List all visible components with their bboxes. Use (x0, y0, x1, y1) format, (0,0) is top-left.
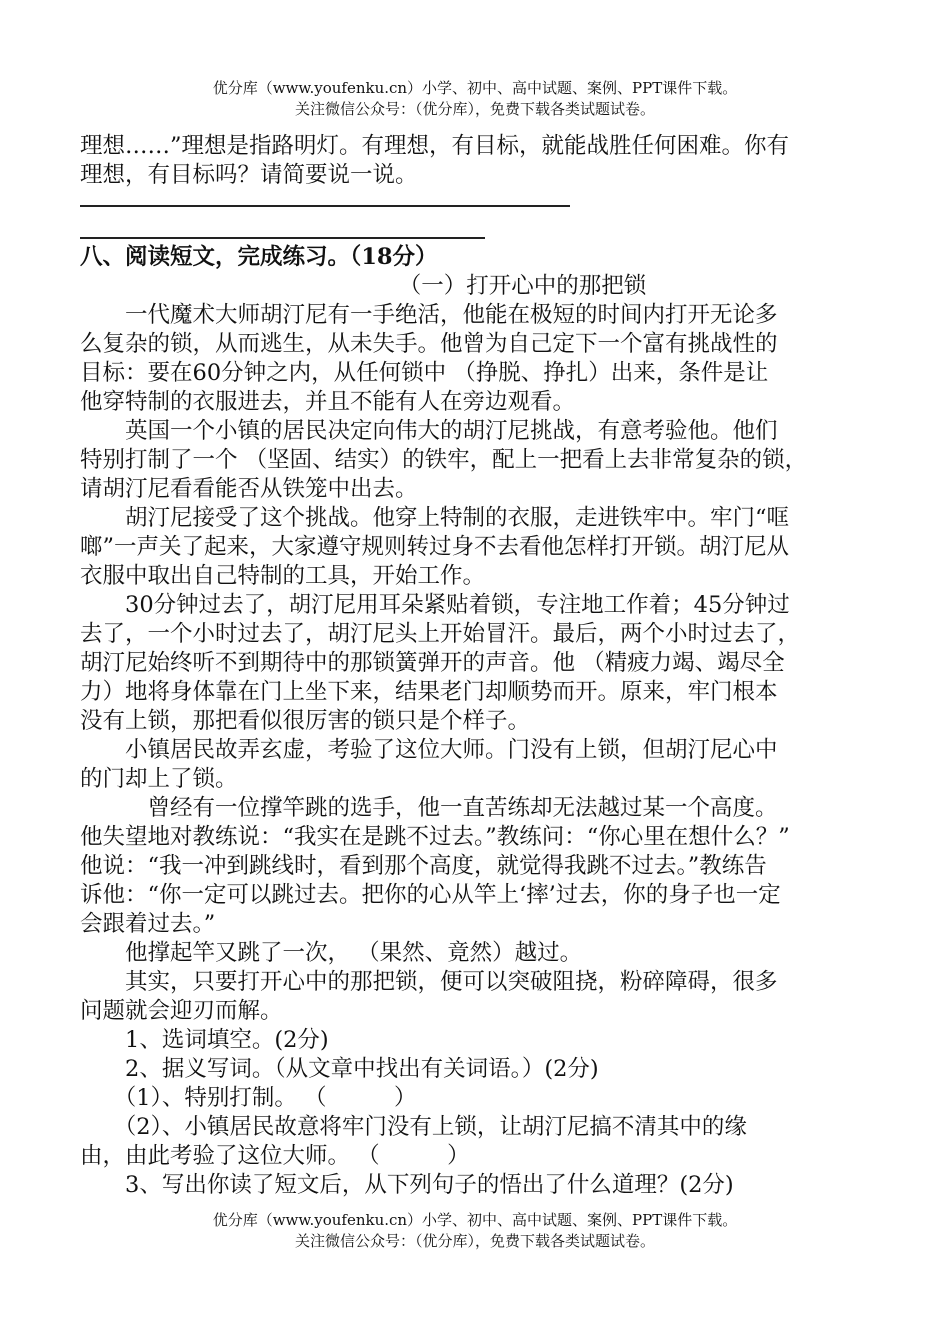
passage-line: 问题就会迎刃而解。 (80, 998, 283, 1024)
intro-line: 理想，有目标吗？请简要说一说。 (80, 162, 418, 188)
passage-line: 小镇居民故弄玄虚，考验了这位大师。门没有上锁，但胡汀尼心中 (80, 737, 778, 763)
passage-line: 胡汀尼接受了这个挑战。他穿上特制的衣服，走进铁牢中。牢门“哐 (80, 505, 790, 531)
answer-line (80, 237, 485, 239)
question-line: （1）、特别打制。 （ ） (80, 1085, 417, 1111)
page-footer (0, 1210, 950, 1252)
header-line-1: 优分库（www.youfenku.cn）小学、初中、高中试题、案例、PPT课件下载。 (212, 79, 738, 97)
intro-line: 理想……”理想是指路明灯。有理想，有目标，就能战胜任何困难。你有 (80, 133, 790, 159)
passage-line: 的门却上了锁。 (80, 766, 238, 792)
passage-line: 啷”一声关了起来，大家遵守规则转过身不去看他怎样打开锁。胡汀尼从 (80, 534, 790, 560)
page-header (0, 78, 950, 120)
passage-line: 他说：“我一冲到跳线时，看到那个高度，就觉得我跳不过去。”教练告 (80, 853, 767, 879)
passage-line: 请胡汀尼看看能否从铁笼中出去。 (80, 476, 418, 502)
document-body (80, 132, 895, 1200)
passage-line: 去了，一个小时过去了，胡汀尼头上开始冒汗。最后，两个小时过去了， (80, 621, 801, 647)
passage-line: 胡汀尼始终听不到期待中的那锁簧弹开的声音。他 （精疲力竭、竭尽全 (80, 650, 785, 676)
passage-line: 目标：要在60分钟之内，从任何锁中 （挣脱、挣扎）出来，条件是让 (80, 360, 769, 386)
passage-line: 特别打制了一个 （坚固、结实）的铁牢，配上一把看上去非常复杂的锁， (80, 447, 808, 473)
passage-line: 英国一个小镇的居民决定向伟大的胡汀尼挑战，有意考验他。他们 (80, 418, 778, 444)
passage-line: 衣服中取出自己特制的工具，开始工作。 (80, 563, 486, 589)
question-line: 3、写出你读了短文后，从下列句子的悟出了什么道理？(2分) (80, 1172, 734, 1198)
question-line: （2）、小镇居民故意将牢门没有上锁，让胡汀尼搞不清其中的缘 (80, 1114, 747, 1140)
passage-line: 他失望地对教练说：“我实在是跳不过去。”教练问：“你心里在想什么？” (80, 824, 790, 850)
passage-title: （一）打开心中的那把锁 (398, 273, 647, 299)
passage-line: 力）地将身体靠在门上坐下来，结果老门却顺势而开。原来，牢门根本 (80, 679, 778, 705)
passage-line: 30分钟过去了，胡汀尼用耳朵紧贴着锁，专注地工作着；45分钟过 (80, 592, 790, 618)
passage-line: 么复杂的锁，从而逃生，从未失手。他曾为自己定下一个富有挑战性的 (80, 331, 778, 357)
question-line: 由，由此考验了这位大师。 （ ） (80, 1143, 470, 1169)
header-line-2: 关注微信公众号：（优分库），免费下载各类试题试卷。 (294, 100, 655, 118)
footer-line-1: 优分库（www.youfenku.cn）小学、初中、高中试题、案例、PPT课件下载。 (212, 1211, 738, 1229)
passage-line: 他撑起竿又跳了一次， （果然、竟然）越过。 (80, 940, 583, 966)
question-line: 1、选词填空。(2分) (80, 1027, 329, 1053)
passage-line: 他穿特制的衣服进去，并且不能有人在旁边观看。 (80, 389, 576, 415)
question-line: 2、据义写词。（从文章中找出有关词语。）(2分) (80, 1056, 599, 1082)
questions (80, 1026, 895, 1200)
passage-line: 其实，只要打开心中的那把锁，便可以突破阻挠，粉碎障碍，很多 (80, 969, 778, 995)
answer-line (80, 205, 570, 207)
section-heading: 八、阅读短文，完成练习。（18分） (80, 244, 438, 270)
footer-line-2: 关注微信公众号：（优分库），免费下载各类试题试卷。 (294, 1232, 655, 1250)
passage-line: 会跟着过去。” (80, 911, 216, 937)
passage-line: 曾经有一位撑竿跳的选手，他一直苦练却无法越过某一个高度。 (80, 795, 778, 821)
passage-line: 诉他：“你一定可以跳过去。把你的心从竿上‘摔’过去，你的身子也一定 (80, 882, 781, 908)
passage-line: 没有上锁，那把看似很厉害的锁只是个样子。 (80, 708, 531, 734)
passage-line: 一代魔术大师胡汀尼有一手绝活，他能在极短的时间内打开无论多 (80, 302, 778, 328)
passage (80, 301, 895, 1026)
